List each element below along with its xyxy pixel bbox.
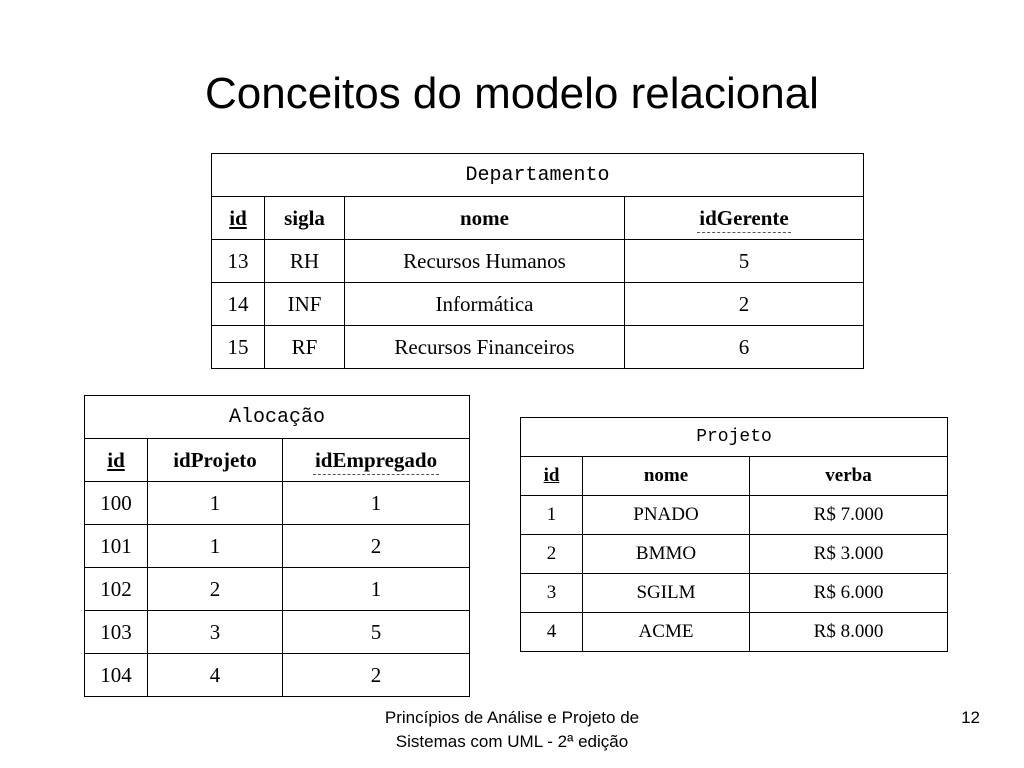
table-cell: 101 — [85, 525, 148, 568]
table-cell: 100 — [85, 482, 148, 525]
table-cell: R$ 7.000 — [750, 496, 948, 535]
column-header-verba: verba — [750, 457, 948, 496]
table-cell: 2 — [521, 535, 583, 574]
table-row — [85, 482, 470, 525]
column-header-id — [521, 457, 583, 496]
table-row — [212, 240, 864, 283]
departamento-table — [211, 153, 864, 369]
column-header-id — [85, 439, 148, 482]
footer-line: Princípios de Análise e Projeto de — [384, 708, 640, 727]
foreign-key-label: idGerente — [697, 206, 790, 233]
projeto-table — [520, 417, 948, 652]
table-cell: 15 — [212, 326, 265, 369]
slide-title: Conceitos do modelo relacional — [205, 69, 819, 118]
table-cell: 3 — [148, 611, 283, 654]
table-row — [212, 326, 864, 369]
foreign-key-label: idEmpregado — [313, 448, 439, 475]
table-row — [212, 283, 864, 326]
table-cell: 4 — [148, 654, 283, 697]
table-cell: 103 — [85, 611, 148, 654]
table-row — [521, 574, 948, 613]
alocacao-table — [84, 395, 470, 697]
footer-line: Sistemas com UML - 2ª edição — [395, 732, 629, 751]
table-cell: Recursos Humanos — [345, 240, 625, 283]
table-cell: PNADO — [583, 496, 750, 535]
table-cell: ACME — [583, 613, 750, 652]
table-cell: 1 — [283, 568, 470, 611]
table-row — [85, 525, 470, 568]
table-row — [521, 496, 948, 535]
table-cell: Informática — [345, 283, 625, 326]
table-cell: 2 — [625, 283, 864, 326]
table-cell: 4 — [521, 613, 583, 652]
table-caption-projeto: Projeto — [521, 418, 948, 457]
table-cell: 5 — [283, 611, 470, 654]
page-number: 12 — [961, 708, 980, 727]
column-header-id — [212, 197, 265, 240]
table-caption-alocacao: Alocação — [85, 396, 470, 439]
table-cell: SGILM — [583, 574, 750, 613]
table-cell: 1 — [148, 525, 283, 568]
table-cell: 1 — [521, 496, 583, 535]
table-cell: 104 — [85, 654, 148, 697]
table-cell: 14 — [212, 283, 265, 326]
table-cell: 6 — [625, 326, 864, 369]
table-cell: 2 — [148, 568, 283, 611]
table-row — [521, 535, 948, 574]
table-cell: INF — [265, 283, 345, 326]
primary-key-label: id — [543, 465, 560, 486]
table-cell: 1 — [148, 482, 283, 525]
primary-key-label: id — [229, 205, 247, 230]
table-cell: RF — [265, 326, 345, 369]
column-header-idempregado — [283, 439, 470, 482]
table-cell: RH — [265, 240, 345, 283]
column-header-idprojeto: idProjeto — [148, 439, 283, 482]
table-cell: 2 — [283, 654, 470, 697]
column-header-nome: nome — [583, 457, 750, 496]
column-header-nome: nome — [345, 197, 625, 240]
slide-footer — [312, 706, 712, 754]
table-row — [85, 568, 470, 611]
table-cell: R$ 3.000 — [750, 535, 948, 574]
table-row — [85, 611, 470, 654]
table-cell: BMMO — [583, 535, 750, 574]
table-cell: 2 — [283, 525, 470, 568]
table-row — [521, 613, 948, 652]
table-cell: 5 — [625, 240, 864, 283]
table-caption-departamento: Departamento — [212, 154, 864, 197]
column-header-sigla: sigla — [265, 197, 345, 240]
table-cell: 3 — [521, 574, 583, 613]
table-cell: 102 — [85, 568, 148, 611]
table-cell: 1 — [283, 482, 470, 525]
table-cell: Recursos Financeiros — [345, 326, 625, 369]
table-cell: R$ 6.000 — [750, 574, 948, 613]
table-cell: 13 — [212, 240, 265, 283]
column-header-idgerente — [625, 197, 864, 240]
table-row — [85, 654, 470, 697]
primary-key-label: id — [107, 447, 125, 472]
table-cell: R$ 8.000 — [750, 613, 948, 652]
